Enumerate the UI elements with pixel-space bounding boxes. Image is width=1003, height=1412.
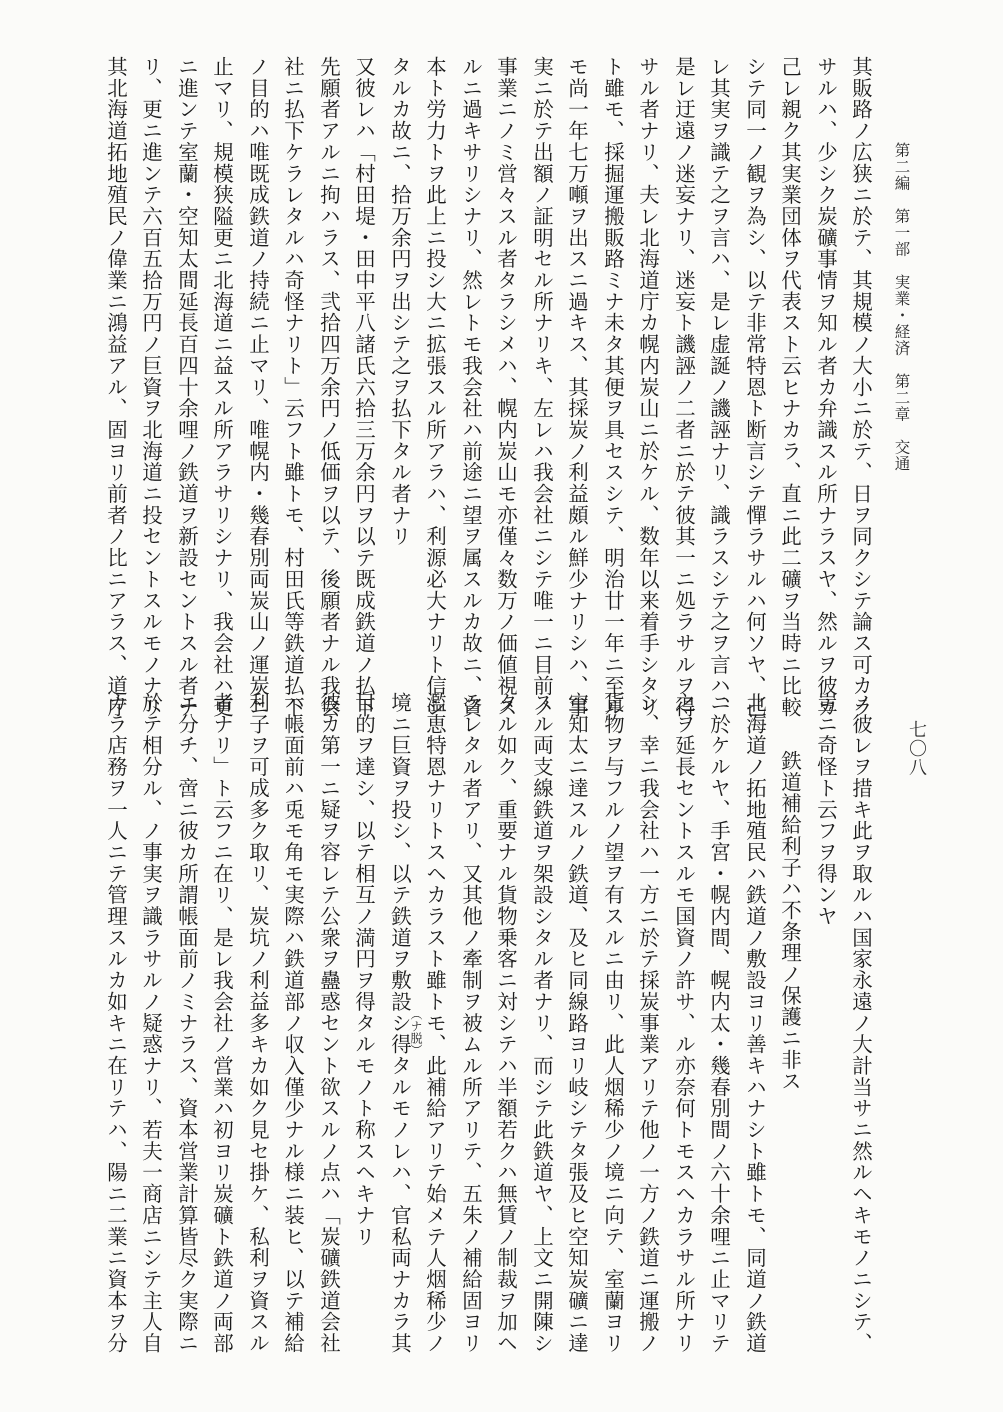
text-column: 止マリ、規模狭隘更ニ北海道ニ益スル所アラサリシナリ、我会社ハ更 (209, 56, 234, 718)
text-column: レ其実ヲ識テ之ヲ言ハ、是レ虚誕ノ譏誣ナリ、識ラスシテ之ヲ言ハ、 (706, 56, 731, 718)
text-column: リ、更ニ進ンテ六百五拾万円ノ巨資ヲ北海道ニ投セントスルモノナリ (138, 56, 163, 718)
text-column: ノ彼レヲ措キ此ヲ取ルハ国家永遠ノ大計当サニ然ルヘキモノニシテ、 (848, 692, 873, 1354)
text-column: タルカ故ニ、拾万余円ヲ出シテ之ヲ払下タル者ナリ (387, 56, 412, 548)
text-column: 豈ニ奇怪ト云フヲ得ンヤ (813, 692, 838, 927)
text-column: タル如ク、重要ナル貨物乗客ニ対シテハ半額若クハ無賃ノ制裁ヲ加ヘ (493, 692, 518, 1354)
text-column: ノ目的ハ唯既成鉄道ノ持続ニ止マリ、唯幌内・幾春別両炭山ノ運炭ニ (245, 56, 270, 718)
text-column: 社ニ払下ケラレタルハ奇怪ナリト」云フト雖トモ、村田氏等鉄道払下 (280, 56, 305, 718)
text-column: ニ於ケルヤ、手宮・幌内間、幌内太・幾春別間ノ六十余哩ニ止マリテ (706, 692, 731, 1354)
text-column: 本ト労力トヲ此上ニ投シ大ニ拡張スル所アラハ、利源必大ナリト信シ (422, 56, 447, 718)
text-column: 之ヲ延長セントスルモ国資ノ許サ、ル亦奈何トモスヘカラサル所ナリ (671, 692, 696, 1354)
text-column: モ尚一年七万噸ヲ出スニ過キス、其採炭ノ利益頗ル鮮少ナリシハ、事 (564, 56, 589, 718)
text-column: 先願者アルニ拘ハラス、弐拾四万余円ノ低価ヲ以テ、後願者ナル我会 (316, 56, 341, 718)
text-column: ニ分チ、啻ニ彼カ所謂帳面前ノミナラス、資本営業計算皆尽ク実際ニ (174, 692, 199, 1354)
text-column: サルハ、少シク炭礦事情ヲ知ル者カ弁識スル所ナラスヤ、然ルヲ彼カ (813, 56, 838, 718)
text-column: ニ進ンテ室蘭・空知太間延長百四十余哩ノ鉄道ヲ新設セントスル者ナ (174, 56, 199, 718)
text-column: 北海道ノ拓地殖民ハ鉄道ノ敷設ヨリ善キハナシト雖トモ、同道ノ鉄道 (742, 692, 767, 1354)
text-column: ラレタル者アリ、又其他ノ牽制ヲ被ムル所アリテ、五朱ノ補給固ヨリ (458, 692, 483, 1354)
text-column: 者ナリ」ト云フニ在リ、是レ我会社ノ営業ハ初ヨリ炭礦ト鉄道ノ両部 (209, 692, 234, 1354)
text-column: サル者ナリ、夫レ北海道庁カ幌内炭山ニ於ケル、数年以来着手シタリ (635, 56, 660, 718)
text-column: 事業ニノミ営々スル者タラシメハ、幌内炭山モ亦僅々数万ノ価値視ス (493, 56, 518, 718)
text-column: ルニ過キサリシナリ、然レトモ我会社ハ前途ニ望ヲ属スルカ故ニ、資 (458, 56, 483, 718)
running-head: 第二編 第一部 実業・経済 第二章 交通 (892, 142, 911, 472)
text-column: 是レ迂遠ノ迷妄ナリ、迷妄ト譏誣ノ二者ニ於テ彼其一ニ処ラサルヲ得 (671, 56, 696, 718)
omission-note: （ナ脱） (409, 1008, 423, 1056)
text-column: 彼カ第一ニ疑ヲ容レテ公衆ヲ蠱惑セント欲スルノ点ハ「炭礦鉄道会社 (316, 692, 341, 1354)
text-column: 又彼レハ「村田堤・田中平八諸氏六拾三万余円ヲ以テ既成鉄道ノ払下 (351, 56, 376, 718)
text-column: 己レ親ク其実業団体ヲ代表スト云ヒナカラ、直ニ此二礦ヲ当時ニ比較 (777, 56, 802, 718)
text-column: シ、幸ニ我会社ハ一方ニ於テ採炭事業アリテ他ノ一方ノ鉄道ニ運搬ノ (635, 692, 660, 1354)
text-column: スル両支線鉄道ヲ架設シタル者ナリ、而シテ此鉄道ヤ、上文ニ開陳シ (529, 692, 554, 1354)
section-heading: 鉄道補給利子ハ不条理ノ保護ニ非ス (777, 750, 802, 1092)
text-column: ハ帳面前ハ兎モ角モ実際ハ鉄道部ノ収入僅少ナル様ニ装ヒ、以テ補給 (280, 692, 305, 1354)
text-column: 貨物ヲ与フルノ望ヲ有スルニ由リ、此人烟稀少ノ境ニ向テ、室蘭ヨリ (600, 692, 625, 1354)
text-column: 利子ヲ可成多ク取リ、炭坑ノ利益多キカ如ク見セ掛ケ、私利ヲ資スル (245, 692, 270, 1354)
text-column: カラ店務ヲ一人ニテ管理スルカ如キニ在リテハ、陽ニ二業ニ資本ヲ分 (103, 692, 128, 1354)
text-column: 於テ相分ル、ノ事実ヲ識ラサルノ疑惑ナリ、若夫一商店ニシテ主人自 (138, 692, 163, 1354)
text-column: 目的ヲ達シ、以テ相互ノ満円ヲ得タルモノト称スヘキナリ (351, 692, 376, 1248)
text-column: シテ同一ノ観ヲ為シ、以テ非常特恩ト断言シテ憚ラサルハ何ソヤ、己 (742, 56, 767, 718)
text-column: 空知太ニ達スルノ鉄道、及ヒ同線路ヨリ岐シテタ張及ヒ空知炭礦ニ達 (564, 692, 589, 1354)
text-column: ト雖モ、採掘運搬販路ミナ未タ其便ヲ具セスシテ、明治廿一年ニ至ル (600, 56, 625, 718)
text-column: 其販路ノ広狭ニ於テ、其規模ノ大小ニ於テ、日ヲ同クシテ論ス可カラ (848, 56, 873, 718)
text-column: 濫恵特恩ナリトスヘカラスト雖トモ、此補給アリテ始メテ人烟稀少ノ (422, 692, 447, 1354)
text-column: 実ニ於テ出額ノ証明セル所ナリキ、左レハ我会社ニシテ唯一ニ目前ノ (529, 56, 554, 718)
text-column: 境ニ巨資ヲ投シ、以テ鉄道ヲ敷設シ得タルモノレハ、官私両ナカラ其 (387, 692, 412, 1354)
text-column: 其北海道拓地殖民ノ偉業ニ鴻益アル、固ヨリ前者ノ比ニアラス、道庁 (103, 56, 128, 718)
page-number: 七〇八 (906, 720, 927, 777)
